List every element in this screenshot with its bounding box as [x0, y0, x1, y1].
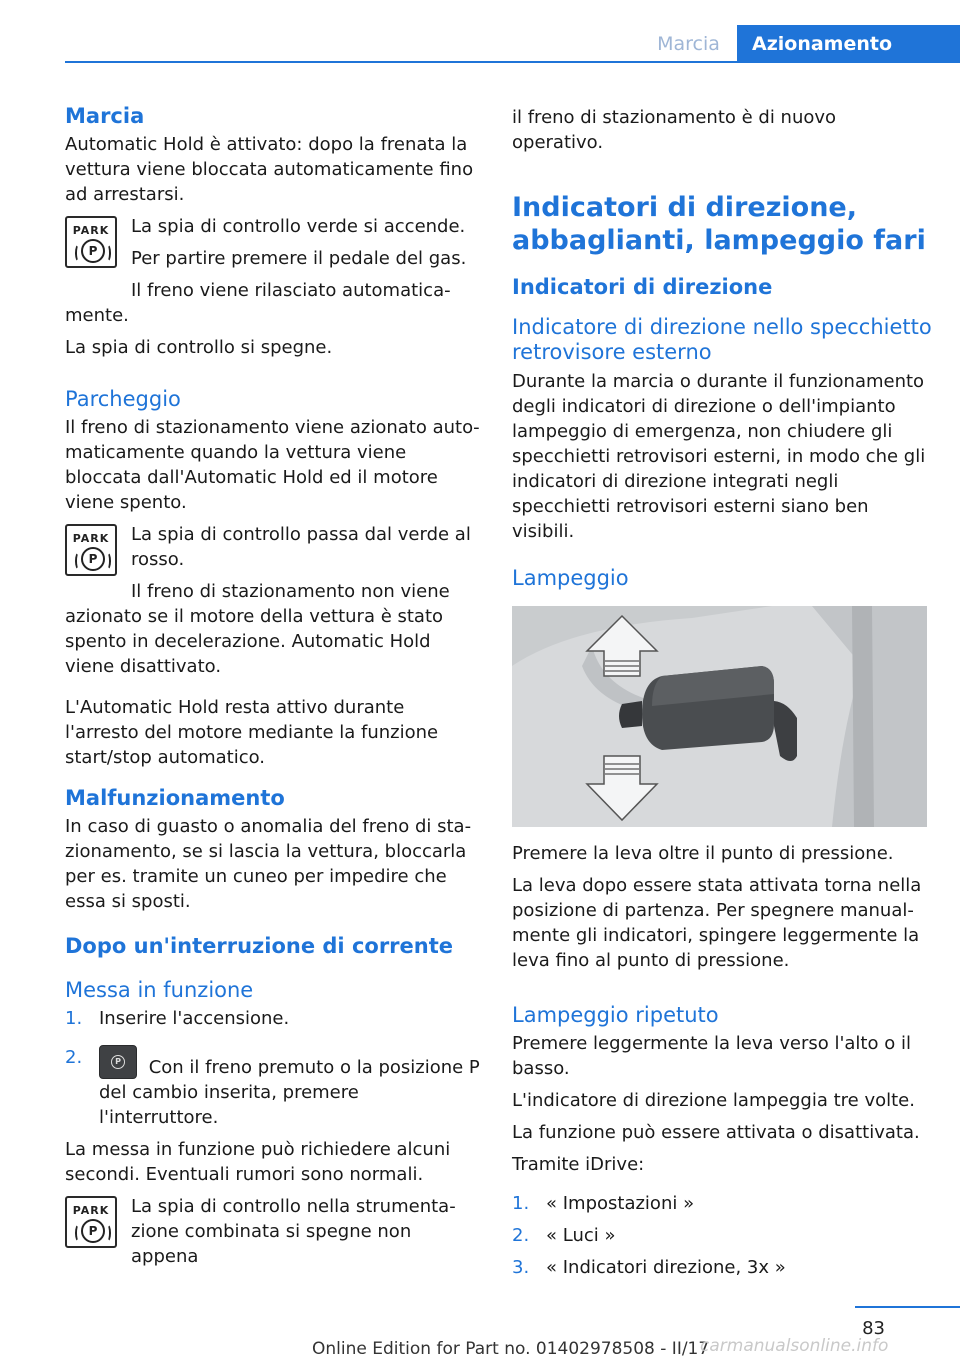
parcheggio-paragraph: Il freno di stazionamento viene azionato automaticamente quando la vettura viene bloccata dall'Automatic Hold ed il motore viene spento.: [65, 417, 480, 513]
ripetuto-paragraph-1: Premere leggermente la leva verso l'alto o il basso.: [512, 1033, 911, 1079]
messa-steps: [65, 1006, 480, 1130]
park-indicator-icon: PARK P: [65, 1196, 117, 1248]
left-column: [65, 100, 480, 1269]
parcheggio-icon-line-1: La spia di controllo passa dal verde al rosso.: [131, 524, 471, 570]
turn-signal-lever-illustration: [512, 606, 927, 827]
malfunzionamento-paragraph: In caso di guasto o anomalia del freno di stazionamento, se si lascia la vettura, bloccarla per es. tramite un cuneo per impedire che essa si sposti.: [65, 816, 472, 912]
heading-parcheggio: Parcheggio: [65, 387, 181, 411]
footer-rule: [855, 1306, 960, 1308]
heading-malfunzionamento: Malfunzionamento: [65, 786, 285, 810]
tab-azionamento[interactable]: Azionamento: [737, 25, 960, 63]
marcia-icon-line-2: Per partire premere il pedale del gas.: [131, 248, 467, 269]
messa-icon-block: [65, 1194, 480, 1269]
idrive-menu-steps: [512, 1191, 932, 1280]
heading-lampeggio: Lampeggio: [512, 566, 629, 590]
messa-paragraph: La messa in funzione può richiedere alcuni secondi. Eventuali rumori sono normali.: [65, 1139, 451, 1185]
marcia-icon-line-3: Il freno viene rilasciato automaticamente.: [65, 280, 451, 326]
specchietto-paragraph: Durante la marcia o durante il funzionamento degli indicatori di direzione o dell'impianto lampeggio di emergenza, non chiudere gli specchietti retrovisori esterni, in modo che gli indicatori di direzione integrati negli specchietti retrovisori esterni siano ben visibili.: [512, 371, 926, 542]
parcheggio-paragraph-2: L'Automatic Hold resta attivo durante l'arresto del motore mediante la funzione start/stop automatico.: [65, 697, 439, 768]
right-column: [512, 100, 932, 1287]
page-number: 83: [862, 1318, 885, 1339]
list-item: 2. « Luci »: [512, 1225, 616, 1246]
park-indicator-icon: PARK P: [65, 216, 117, 268]
tab-marcia[interactable]: Marcia: [657, 33, 720, 55]
heading-marcia: Marcia: [65, 104, 145, 128]
heading-dopo-interruzione: Dopo un'interruzione di corrente: [65, 934, 454, 958]
watermark-text: carmanualsonline.info: [700, 1336, 889, 1356]
park-indicator-icon: PARK P: [65, 524, 117, 576]
continued-paragraph: il freno di stazionamento è di nuovo operativo.: [512, 107, 837, 153]
ripetuto-paragraph-2: L'indicatore di direzione lampeggia tre volte.: [512, 1090, 915, 1111]
marcia-icon-line-1: La spia di controllo verde si accende.: [131, 216, 466, 237]
heading-indicatori-di-direzione: Indicatori di direzione: [512, 275, 773, 299]
lampeggio-paragraph-2: La leva dopo essere stata attivata torna nella posizione di partenza. Per spegnere manualmente gli indicatori, spingere leggermente la leva fino al punto di pressione.: [512, 875, 922, 971]
heading-indicatore-specchietto: Indicatore di direzione nello specchietto retrovisore esterno: [512, 315, 932, 364]
lampeggio-paragraph-1: Premere la leva oltre il punto di pressione.: [512, 843, 894, 864]
marcia-icon-block: [65, 214, 480, 278]
parcheggio-icon-line-2: Il freno di stazionamento non viene azionato se il motore della vettura è stato spento in decelerazione. Automatic Hold viene disattivato.: [65, 581, 450, 677]
messa-icon-line-1: La spia di controllo nella strumentazione combinata si spegne non appena: [131, 1196, 456, 1267]
parking-brake-button-icon: P: [99, 1045, 137, 1079]
parcheggio-icon-block: [65, 522, 480, 579]
heading-messa-in-funzione: Messa in funzione: [65, 978, 254, 1002]
list-item: 3. « Indicatori direzione, 3x »: [512, 1257, 786, 1278]
list-item: 1. Inserire l'accensione.: [65, 1008, 290, 1029]
marcia-paragraph-2: La spia di controllo si spegne.: [65, 337, 333, 358]
marcia-paragraph: Automatic Hold è attivato: dopo la frenata la vettura viene bloccata automaticamente fino ad arrestarsi.: [65, 134, 474, 205]
heading-lampeggio-ripetuto: Lampeggio ripetuto: [512, 1003, 719, 1027]
list-item: 1. « Impostazioni »: [512, 1193, 695, 1214]
heading-indicatori-main: Indicatori di direzione, abbaglianti, lampeggio fari: [512, 192, 926, 256]
edition-text: Online Edition for Part no. 01402978508 - II/17: [312, 1339, 710, 1359]
list-item: 2. P Con il freno premuto o la posizione P del cambio inserita, premere l'interruttore.: [65, 1047, 480, 1128]
lever-illustration-svg: [512, 606, 927, 827]
ripetuto-paragraph-4: Tramite iDrive:: [512, 1154, 645, 1175]
ripetuto-paragraph-3: La funzione può essere attivata o disattivata.: [512, 1122, 920, 1143]
